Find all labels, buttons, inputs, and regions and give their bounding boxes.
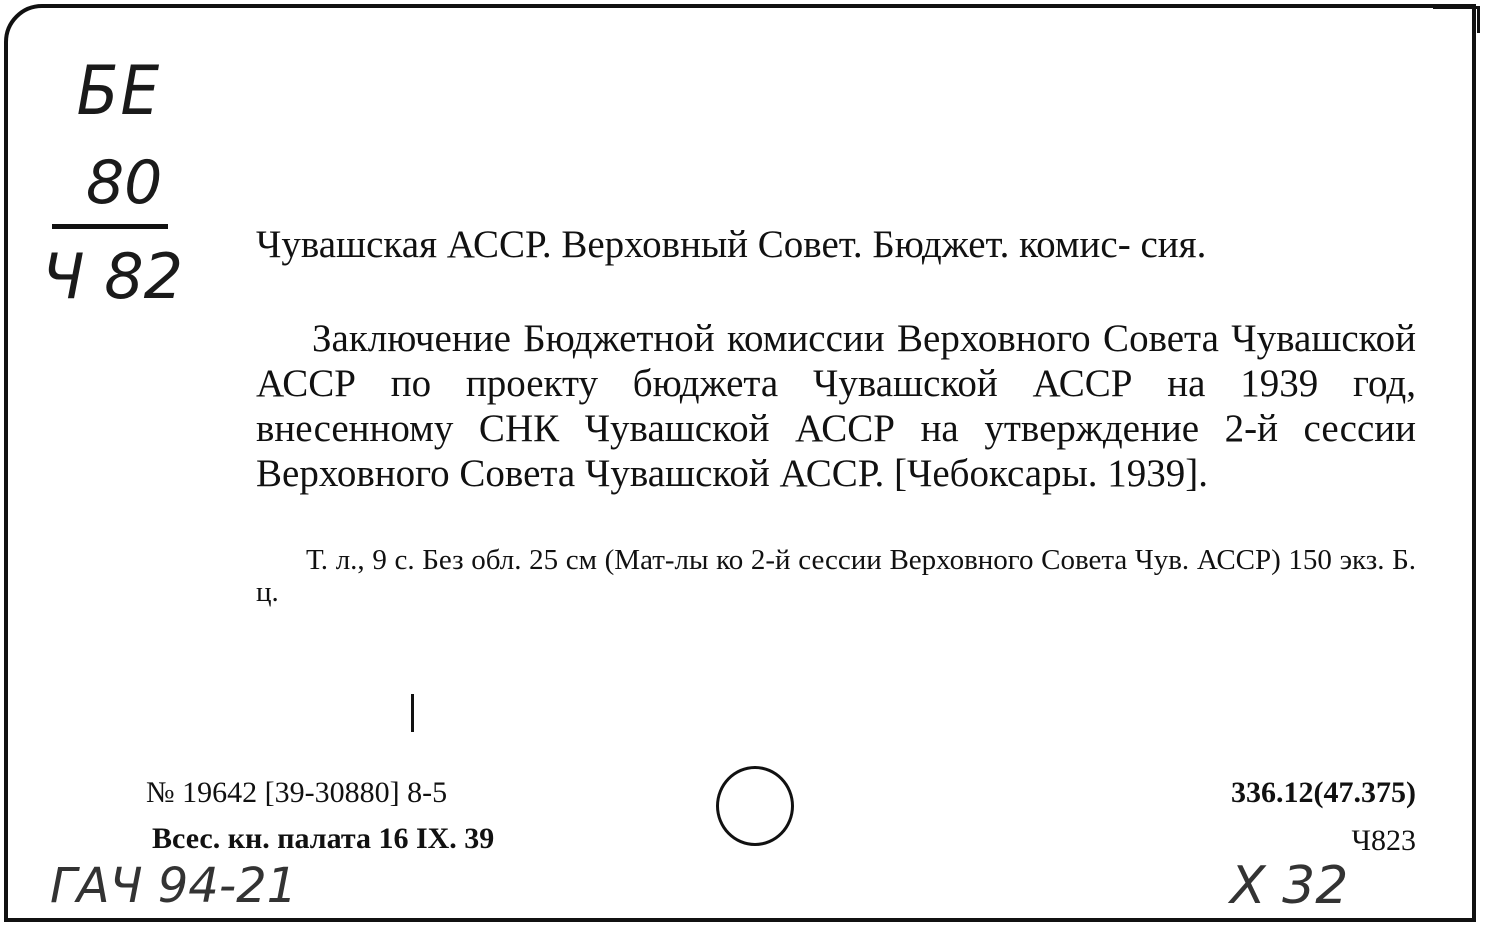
card-heading: Чувашская АССР. Верховный Совет. Бюджет. комис- сия. — [256, 223, 1207, 266]
card-corner-mark — [1433, 6, 1480, 33]
archive-stamp-left: ГАЧ 94-21 — [50, 858, 298, 914]
record-number: № 19642 [39-30880] 8-5 — [146, 776, 448, 809]
card-collation — [256, 544, 1416, 608]
card-title-text: Заключение Бюджетной комиссии Верховного Совета Чувашской АССР по проекту бюджета Чувашской АССР на 1939 год, внесенному СНК Чувашской АССР на утверждение 2-й сессии Верховного Совета Чувашской АССР. [Чебоксары. 1939]. — [256, 317, 1416, 495]
call-number-line2: 80 — [86, 148, 163, 218]
call-number-divider — [52, 224, 168, 229]
cutter-number: Ч823 — [1351, 824, 1416, 857]
card-title — [256, 316, 1416, 496]
udc-code: 336.12(47.375) — [1231, 776, 1416, 809]
stray-mark — [411, 694, 414, 732]
call-number-line3: Ч 82 — [42, 240, 184, 313]
punch-hole — [716, 766, 794, 846]
book-chamber: Всес. кн. палата 16 IX. 39 — [152, 822, 495, 855]
card-collation-text: Т. л., 9 с. Без обл. 25 см (Мат-лы ко 2-й сессии Верховного Совета Чув. АССР) 150 экз. Б. ц. — [256, 544, 1416, 608]
archive-stamp-right: Х 32 — [1230, 856, 1349, 916]
call-number-line1: БЕ — [76, 52, 161, 131]
